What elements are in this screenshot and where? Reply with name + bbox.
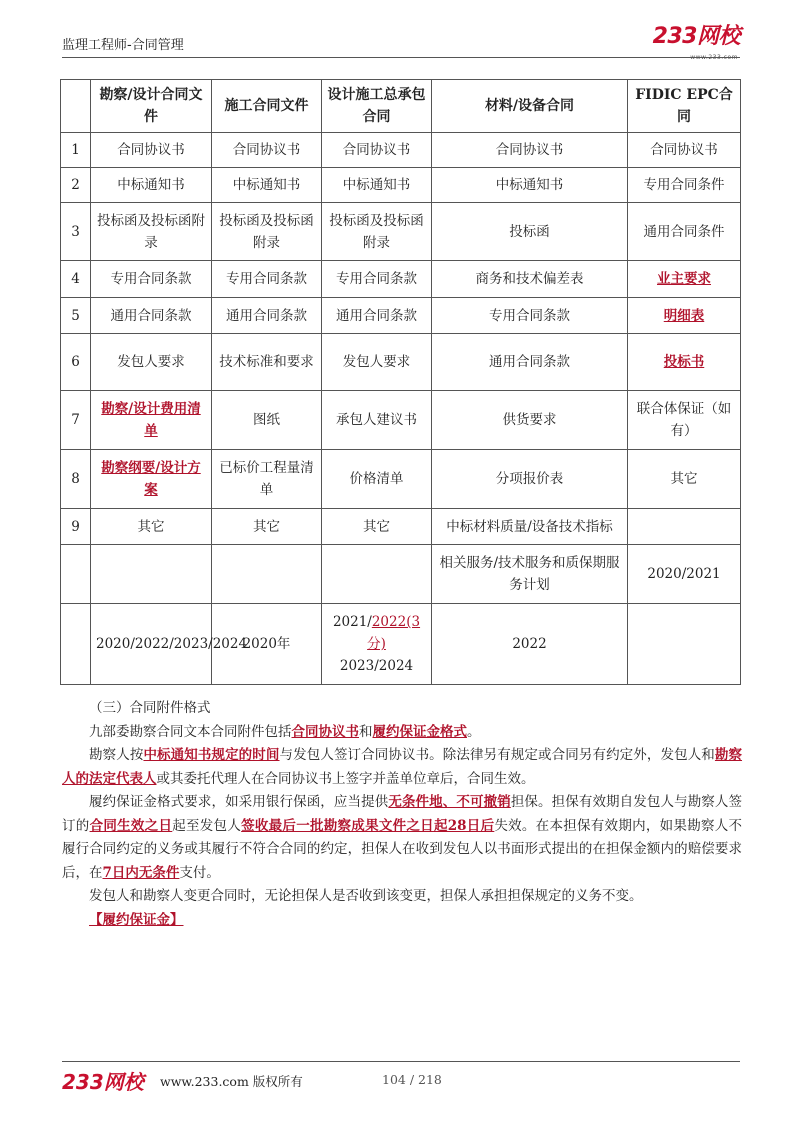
table-cell [61, 545, 91, 604]
footer-copyright: www.233.com 版权所有 [160, 1074, 303, 1089]
table-cell: 发包人要求 [91, 334, 212, 391]
table-cell: 专用合同条款 [91, 261, 212, 298]
table-row [61, 133, 741, 168]
table-cell [628, 604, 741, 685]
table-cell [61, 604, 91, 685]
table-cell: 2022 [432, 604, 628, 685]
page-footer [62, 1066, 740, 1096]
table-cell: 其它 [91, 509, 212, 545]
table-cell: 投标函及投标函附录 [91, 203, 212, 261]
highlight-text: 履约保证金格式 [372, 723, 467, 740]
highlight-text: 业主要求 [657, 271, 711, 287]
table-cell: 2020年 [212, 604, 322, 685]
highlight-text: 合同生效之日 [89, 817, 173, 834]
paragraph: 发包人和勘察人变更合同时，无论担保人是否收到该变更，担保人承担担保规定的义务不变。 [89, 888, 643, 904]
table-cell: 通用合同条款 [91, 298, 212, 334]
paragraph [62, 909, 742, 933]
table-cell: 投标函 [432, 203, 628, 261]
table-row [61, 545, 741, 604]
highlight-text: 中标通知书规定的时间 [143, 747, 280, 763]
table-cell: 中标通知书 [212, 168, 322, 203]
table-cell: 价格清单 [322, 450, 432, 509]
table-cell-years: 2021/2022(3分) 2023/2024 [322, 604, 432, 685]
table-cell: 合同协议书 [432, 133, 628, 168]
table-header-cell: 施工合同文件 [212, 80, 322, 133]
highlight-text: 无条件地、不可撤销 [388, 794, 511, 810]
table-row [61, 298, 741, 334]
table-cell: 商务和技术偏差表 [432, 261, 628, 298]
table-cell: 中标材料质量/设备技术指标 [432, 509, 628, 545]
table-cell: 通用合同条款 [432, 334, 628, 391]
table-cell: 技术标准和要求 [212, 334, 322, 391]
highlight-text: 明细表 [663, 307, 705, 324]
paragraph: 九部委勘察合同文本合同附件包括合同协议书和履约保证金格式。 [89, 723, 481, 740]
table-cell: 合同协议书 [91, 133, 212, 168]
body-text [62, 697, 742, 932]
table-cell: 中标通知书 [432, 168, 628, 203]
table-row [61, 168, 741, 203]
table-cell-highlight [628, 334, 741, 391]
section-heading: （三）合同附件格式 [89, 700, 211, 716]
table-row-years [61, 604, 741, 685]
table-cell: 9 [61, 509, 91, 545]
table-cell: 2 [61, 168, 91, 203]
table-row [61, 391, 741, 450]
table-cell: 合同协议书 [628, 133, 741, 168]
table-cell: 1 [61, 133, 91, 168]
table-row [61, 450, 741, 509]
header-divider [62, 57, 740, 58]
document-title: 监理工程师-合同管理 [62, 38, 184, 53]
table-cell: 投标函及投标函附录 [212, 203, 322, 261]
table-cell: 2020/2021 [628, 545, 741, 604]
table-header-row [61, 80, 741, 133]
table-cell: 专用合同条款 [212, 261, 322, 298]
exam-score-note: 2022(3分) [367, 614, 421, 652]
table-row [61, 203, 741, 261]
table-cell-highlight [628, 298, 741, 334]
table-header-cell: FIDIC EPC合同 [628, 80, 741, 133]
page-header [62, 24, 740, 61]
table-row [61, 509, 741, 545]
table-cell: 通用合同条款 [212, 298, 322, 334]
contract-documents-table [60, 79, 741, 685]
table-cell: 7 [61, 391, 91, 450]
brand-logo-url: www.233.com [690, 54, 738, 61]
table-cell: 专用合同条款 [432, 298, 628, 334]
table-cell: 发包人要求 [322, 334, 432, 391]
table-cell [91, 545, 212, 604]
brand-logo[interactable]: 233网校 www.233.com [653, 26, 740, 48]
table-cell: 承包人建议书 [322, 391, 432, 450]
table-cell: 中标通知书 [91, 168, 212, 203]
table-cell: 其它 [628, 450, 741, 509]
highlight-text: 勘察人的法定代表人 [62, 747, 743, 787]
highlight-text: 签收最后一批勘察成果文件之日起28日后 [241, 817, 495, 834]
footer-logo[interactable]: 233网校 [62, 1070, 144, 1094]
table-cell: 通用合同条件 [628, 203, 741, 261]
table-cell: 3 [61, 203, 91, 261]
table-cell [628, 509, 741, 545]
table-header-cell [61, 80, 91, 133]
table-cell: 4 [61, 261, 91, 298]
table-cell: 已标价工程量清单 [212, 450, 322, 509]
page-number: 104 / 218 [382, 1072, 442, 1087]
table-cell: 2020/2022/2023/2024 [91, 604, 212, 685]
table-header-cell: 勘察/设计合同文件 [91, 80, 212, 133]
table-cell: 相关服务/技术服务和质保期服务计划 [432, 545, 628, 604]
table-cell: 专用合同条款 [322, 261, 432, 298]
table-cell: 其它 [322, 509, 432, 545]
table-cell: 6 [61, 334, 91, 391]
highlight-text: 勘察纲要/设计方案 [101, 460, 201, 498]
table-cell: 合同协议书 [212, 133, 322, 168]
table-cell: 通用合同条款 [322, 298, 432, 334]
table-cell: 专用合同条件 [628, 168, 741, 203]
highlight-text: 合同协议书 [291, 723, 359, 740]
table-header-cell: 设计施工总承包合同 [322, 80, 432, 133]
table-cell: 分项报价表 [432, 450, 628, 509]
table-cell: 8 [61, 450, 91, 509]
table-cell-highlight [91, 450, 212, 509]
table-cell-highlight [628, 261, 741, 298]
highlight-text: 7日内无条件 [102, 864, 180, 881]
highlight-text: 投标书 [663, 354, 705, 370]
table-row [61, 334, 741, 391]
table-cell [212, 545, 322, 604]
footer-divider [62, 1061, 740, 1062]
paragraph: 履约保证金格式要求，如采用银行保函，应当提供无条件地、不可撤销担保。担保有效期自发包人与勘察人签订的合同生效之日起至发包人签收最后一批勘察成果文件之日起28日后失效。在本担保有效期内，如果勘察人不履行合同约定的义务或其履行不符合合同的约定，担保人在收到发包人以书面形式提出的在担保金额内的赔偿要求后，在7日内无条件支付。 [62, 794, 743, 881]
table-cell [322, 545, 432, 604]
table-cell: 投标函及投标函附录 [322, 203, 432, 261]
table-cell: 合同协议书 [322, 133, 432, 168]
table-cell: 5 [61, 298, 91, 334]
table-cell: 联合体保证（如有） [628, 391, 741, 450]
table-cell: 其它 [212, 509, 322, 545]
table-cell: 图纸 [212, 391, 322, 450]
table-cell: 供货要求 [432, 391, 628, 450]
table-row [61, 261, 741, 298]
table-cell-highlight [91, 391, 212, 450]
performance-bond-link[interactable]: 【履约保证金】 [89, 911, 184, 928]
paragraph: 勘察人按中标通知书规定的时间与发包人签订合同协议书。除法律另有规定或合同另有约定外，发包人和勘察人的法定代表人或其委托代理人在合同协议书上签字并盖单位章后，合同生效。 [62, 747, 743, 787]
table-header-cell: 材料/设备合同 [432, 80, 628, 133]
highlight-text: 勘察/设计费用清单 [101, 401, 201, 439]
table-cell: 中标通知书 [322, 168, 432, 203]
